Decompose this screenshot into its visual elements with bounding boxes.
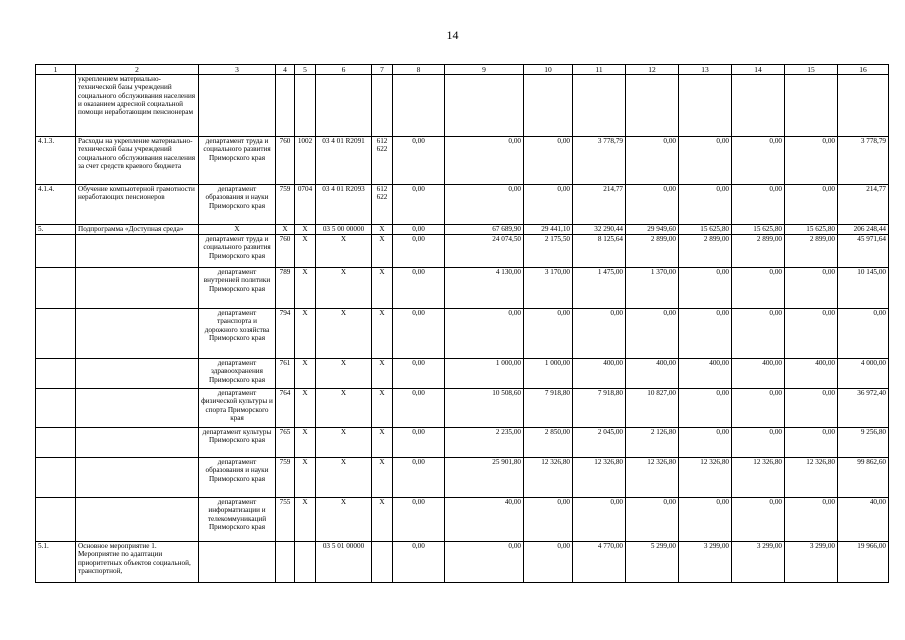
table-cell: 7 918,80 [524, 389, 573, 428]
table-cell: 0,00 [524, 542, 573, 583]
table-cell: 1002 [295, 137, 316, 185]
table-cell: 03 4 01 R2091 [316, 137, 372, 185]
column-header: 3 [199, 65, 276, 75]
table-cell: 0,00 [732, 389, 785, 428]
table-cell: 12 326,80 [679, 458, 732, 498]
table-cell [785, 75, 838, 137]
column-header: 1 [36, 65, 76, 75]
table-cell: 0,00 [785, 137, 838, 185]
table-cell: Х [372, 389, 393, 428]
table-cell: 0,00 [679, 428, 732, 458]
table-cell: 1 475,00 [573, 268, 626, 309]
column-header: 8 [393, 65, 445, 75]
table-cell: 5. [36, 225, 76, 235]
table-cell: 0,00 [393, 458, 445, 498]
table-cell: укреплением материально-технической базы учреждений социального обслуживания населения и оказанием адресной социальной помощи неработающим пенсионерам [76, 75, 199, 137]
table-cell: 99 862,60 [838, 458, 889, 498]
column-header: 4 [276, 65, 295, 75]
table-cell: 03 4 01 R2093 [316, 185, 372, 225]
table-cell: 0,00 [524, 498, 573, 542]
table-cell: 2 045,00 [573, 428, 626, 458]
table-cell: 10 508,60 [445, 389, 524, 428]
table-cell: 0,00 [838, 309, 889, 359]
table-cell: 0,00 [626, 309, 679, 359]
table-cell: 1 000,00 [524, 359, 573, 389]
table-cell: 0,00 [393, 225, 445, 235]
table-cell: 0,00 [393, 268, 445, 309]
table-cell: 0,00 [393, 185, 445, 225]
table-cell: 29 441,10 [524, 225, 573, 235]
table-cell: Х [295, 458, 316, 498]
table-cell [36, 458, 76, 498]
table-cell: 759 [276, 185, 295, 225]
table-cell: 0,00 [393, 389, 445, 428]
table-cell: 03 5 01 00000 [316, 542, 372, 583]
table-header-row [36, 65, 889, 75]
table-row [36, 75, 889, 137]
table-cell [199, 542, 276, 583]
table-cell: Обучение компьютерной грамотности неработающих пенсионеров [76, 185, 199, 225]
table-cell: Х [316, 235, 372, 268]
table-cell: Х [295, 389, 316, 428]
table-row [36, 309, 889, 359]
table-cell: 0,00 [445, 137, 524, 185]
table-cell: Х [295, 309, 316, 359]
table-cell: 400,00 [626, 359, 679, 389]
table-cell: Х [372, 235, 393, 268]
table-cell: 400,00 [732, 359, 785, 389]
column-header: 16 [838, 65, 889, 75]
table-cell: 0,00 [626, 185, 679, 225]
budget-table [35, 64, 889, 583]
table-cell [76, 389, 199, 428]
table-cell: 32 290,44 [573, 225, 626, 235]
table-cell: 0,00 [573, 498, 626, 542]
table-cell: 0,00 [393, 235, 445, 268]
table-cell [316, 75, 372, 137]
table-cell: Расходы на укрепление материально-технической базы учреждений социального обслуживания населения за счет средств краевого бюджета [76, 137, 199, 185]
table-cell: Х [316, 498, 372, 542]
table-cell: 12 326,80 [785, 458, 838, 498]
column-header: 13 [679, 65, 732, 75]
column-header: 14 [732, 65, 785, 75]
table-cell: 2 899,00 [626, 235, 679, 268]
table-cell: департамент физической культуры и спорта Приморского края [199, 389, 276, 428]
table-cell: 2 899,00 [679, 235, 732, 268]
table-cell: Х [295, 268, 316, 309]
table-cell: Х [316, 428, 372, 458]
table-cell: 36 972,40 [838, 389, 889, 428]
table-row [36, 185, 889, 225]
table-cell: 2 175,50 [524, 235, 573, 268]
table-cell [199, 75, 276, 137]
table-cell: 0,00 [679, 137, 732, 185]
table-cell: 794 [276, 309, 295, 359]
table-row [36, 225, 889, 235]
table-cell: 0,00 [732, 268, 785, 309]
table-row [36, 458, 889, 498]
table-cell [36, 309, 76, 359]
table-cell: департамент образования и науки Приморского края [199, 185, 276, 225]
table-row [36, 359, 889, 389]
table-cell: 0,00 [445, 185, 524, 225]
table-cell [76, 458, 199, 498]
table-cell [76, 268, 199, 309]
table-cell: 759 [276, 458, 295, 498]
table-cell: Х [316, 389, 372, 428]
table-cell: 5 299,00 [626, 542, 679, 583]
table-row [36, 542, 889, 583]
table-cell: 0,00 [785, 389, 838, 428]
table-cell: Х [276, 225, 295, 235]
table-cell: Х [316, 268, 372, 309]
table-cell: 612 622 [372, 185, 393, 225]
column-header: 11 [573, 65, 626, 75]
table-cell: департамент образования и науки Приморского края [199, 458, 276, 498]
table-cell: Х [316, 309, 372, 359]
table-cell: 0,00 [445, 542, 524, 583]
table-cell: 0,00 [445, 309, 524, 359]
table-cell: департамент информатизации и телекоммуникаций Приморского края [199, 498, 276, 542]
table-cell [36, 268, 76, 309]
table-cell: 0704 [295, 185, 316, 225]
table-cell [573, 75, 626, 137]
table-cell [372, 542, 393, 583]
table-cell: 9 256,80 [838, 428, 889, 458]
table-cell: 19 966,00 [838, 542, 889, 583]
table-cell: 789 [276, 268, 295, 309]
table-cell: 760 [276, 235, 295, 268]
table-cell: 15 625,80 [679, 225, 732, 235]
table-cell [76, 235, 199, 268]
table-cell [276, 542, 295, 583]
column-header: 2 [76, 65, 199, 75]
table-cell: 67 689,90 [445, 225, 524, 235]
table-cell: 0,00 [785, 185, 838, 225]
table-cell: Х [316, 458, 372, 498]
table-cell: 0,00 [679, 389, 732, 428]
table-cell: департамент труда и социального развития Приморского края [199, 137, 276, 185]
table-cell: 3 299,00 [732, 542, 785, 583]
table-cell: 12 326,80 [732, 458, 785, 498]
column-header: 9 [445, 65, 524, 75]
table-cell [76, 309, 199, 359]
table-cell: 4.1.3. [36, 137, 76, 185]
table-cell: 760 [276, 137, 295, 185]
table-cell: 0,00 [679, 309, 732, 359]
table-cell: Х [295, 235, 316, 268]
table-cell: 0,00 [732, 185, 785, 225]
table-cell [372, 75, 393, 137]
table-cell: 2 126,80 [626, 428, 679, 458]
table-cell: 3 170,00 [524, 268, 573, 309]
table-cell: 10 145,00 [838, 268, 889, 309]
table-cell: 2 850,00 [524, 428, 573, 458]
table-cell [36, 428, 76, 458]
table-cell: 15 625,80 [732, 225, 785, 235]
table-cell: Х [295, 359, 316, 389]
table-cell: Х [295, 225, 316, 235]
table-cell: 0,00 [785, 498, 838, 542]
table-cell: 0,00 [679, 268, 732, 309]
table-cell: 5.1. [36, 542, 76, 583]
table-cell: 0,00 [393, 428, 445, 458]
table-cell: 3 299,00 [679, 542, 732, 583]
table-cell: 612 622 [372, 137, 393, 185]
table-cell [36, 389, 76, 428]
table-cell: 0,00 [524, 185, 573, 225]
table-row [36, 268, 889, 309]
table-cell: 0,00 [679, 498, 732, 542]
table-cell: департамент транспорта и дорожного хозяйства Приморского края [199, 309, 276, 359]
table-cell [276, 75, 295, 137]
table-cell: Х [372, 309, 393, 359]
table-cell: 4 000,00 [838, 359, 889, 389]
table-cell: департамент культуры Приморского края [199, 428, 276, 458]
column-header: 12 [626, 65, 679, 75]
table-cell [838, 75, 889, 137]
table-cell: 400,00 [679, 359, 732, 389]
column-header: 7 [372, 65, 393, 75]
table-cell: 0,00 [573, 309, 626, 359]
table-cell [393, 75, 445, 137]
table-cell [36, 75, 76, 137]
table-cell: 0,00 [785, 309, 838, 359]
table-cell: Х [372, 268, 393, 309]
table-cell: 0,00 [679, 185, 732, 225]
table-cell: департамент труда и социального развития Приморского края [199, 235, 276, 268]
table-cell: 12 326,80 [626, 458, 679, 498]
table-cell: Х [199, 225, 276, 235]
column-header: 10 [524, 65, 573, 75]
table-cell [295, 75, 316, 137]
table-cell: Подпрограмма «Доступная среда» [76, 225, 199, 235]
table-cell: 0,00 [732, 428, 785, 458]
table-cell: 0,00 [393, 498, 445, 542]
table-cell: Х [295, 498, 316, 542]
table-cell: 400,00 [785, 359, 838, 389]
table-cell: 40,00 [838, 498, 889, 542]
table-cell: 3 778,79 [573, 137, 626, 185]
table-cell: 214,77 [573, 185, 626, 225]
table-cell: 0,00 [785, 268, 838, 309]
table-cell [36, 498, 76, 542]
table-cell [76, 428, 199, 458]
table-body [36, 65, 889, 583]
table-cell: 4 770,00 [573, 542, 626, 583]
table-row [36, 428, 889, 458]
table-cell: Х [372, 359, 393, 389]
column-header: 5 [295, 65, 316, 75]
column-header: 15 [785, 65, 838, 75]
table-cell [524, 75, 573, 137]
table-cell: 0,00 [732, 137, 785, 185]
table-cell: 25 901,80 [445, 458, 524, 498]
table-cell: 2 899,00 [785, 235, 838, 268]
table-cell: 40,00 [445, 498, 524, 542]
table-cell: 0,00 [393, 542, 445, 583]
table-cell: 2 235,00 [445, 428, 524, 458]
table-cell: 03 5 00 00000 [316, 225, 372, 235]
table-cell: 0,00 [626, 498, 679, 542]
table-cell: 764 [276, 389, 295, 428]
table-cell: Основное мероприятие 1. Мероприятие по адаптации приоритетных объектов социальной, транспортной, [76, 542, 199, 583]
table-cell [679, 75, 732, 137]
table-cell: Х [372, 498, 393, 542]
table-cell: 0,00 [626, 137, 679, 185]
table-cell: департамент здравоохранения Приморского края [199, 359, 276, 389]
table-cell: 4 130,00 [445, 268, 524, 309]
table-cell: 10 827,00 [626, 389, 679, 428]
table-cell: 15 625,80 [785, 225, 838, 235]
table-row [36, 389, 889, 428]
table-cell: Х [372, 458, 393, 498]
table-row [36, 498, 889, 542]
table-cell: Х [295, 428, 316, 458]
table-cell: 7 918,80 [573, 389, 626, 428]
table-cell: 0,00 [785, 428, 838, 458]
table-cell [36, 359, 76, 389]
page-number: 14 [446, 28, 459, 42]
table-cell: 4.1.4. [36, 185, 76, 225]
table-cell: 3 299,00 [785, 542, 838, 583]
table-cell: 755 [276, 498, 295, 542]
table-cell [36, 235, 76, 268]
table-cell: 12 326,80 [524, 458, 573, 498]
table-cell: 761 [276, 359, 295, 389]
table-cell: 0,00 [524, 309, 573, 359]
table-cell: 0,00 [393, 359, 445, 389]
table-cell: Х [372, 428, 393, 458]
table-cell [445, 75, 524, 137]
table-cell [76, 359, 199, 389]
table-cell: 8 125,64 [573, 235, 626, 268]
table-cell: департамент внутренней политики Приморского края [199, 268, 276, 309]
table-row [36, 137, 889, 185]
table-cell: 0,00 [524, 137, 573, 185]
table-cell: 0,00 [732, 309, 785, 359]
table-cell: 24 074,50 [445, 235, 524, 268]
table-cell: 206 248,44 [838, 225, 889, 235]
table-cell: 214,77 [838, 185, 889, 225]
table-cell [626, 75, 679, 137]
table-cell: Х [316, 359, 372, 389]
table-cell: 0,00 [393, 137, 445, 185]
table-cell: 765 [276, 428, 295, 458]
table-cell [76, 498, 199, 542]
table-cell: 3 778,79 [838, 137, 889, 185]
table-cell: 12 326,80 [573, 458, 626, 498]
table-cell: Х [372, 225, 393, 235]
table-cell [295, 542, 316, 583]
table-cell: 0,00 [393, 309, 445, 359]
table-cell: 2 899,00 [732, 235, 785, 268]
table-row [36, 235, 889, 268]
table-cell: 29 949,60 [626, 225, 679, 235]
table-cell: 1 370,00 [626, 268, 679, 309]
table-cell: 0,00 [732, 498, 785, 542]
table-cell: 45 971,64 [838, 235, 889, 268]
table-cell [732, 75, 785, 137]
column-header: 6 [316, 65, 372, 75]
table-cell: 1 000,00 [445, 359, 524, 389]
table-cell: 400,00 [573, 359, 626, 389]
